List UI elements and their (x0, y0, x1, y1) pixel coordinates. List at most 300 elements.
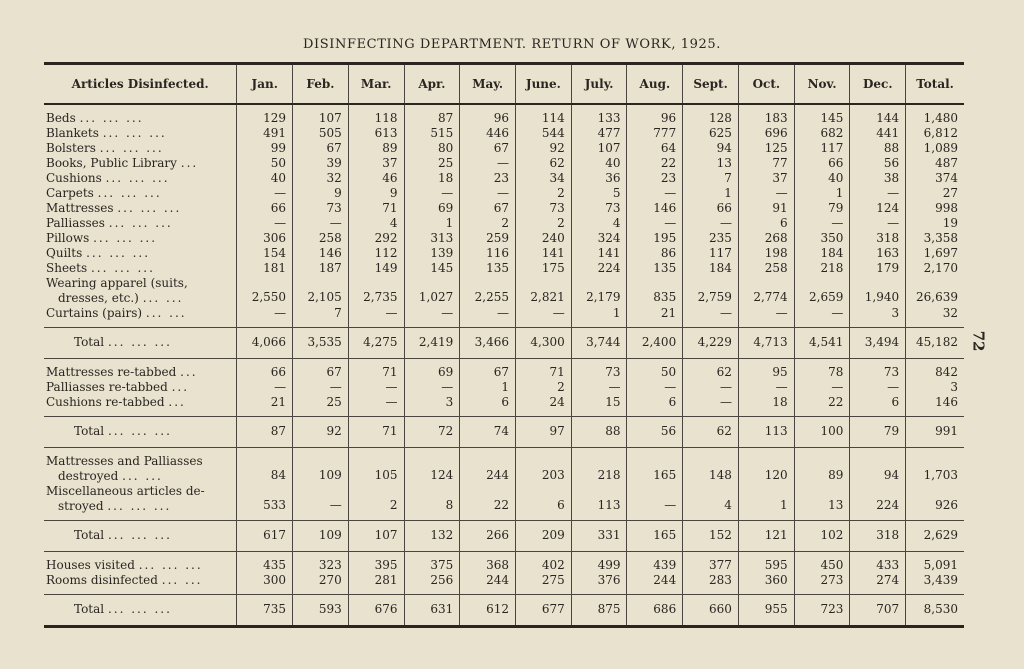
month-value-cell: 148 (683, 454, 739, 484)
table-row (44, 454, 964, 484)
month-value-cell: 102 (794, 520, 850, 551)
month-value-cell: 4,229 (683, 327, 739, 358)
leader-dots: ... ... ... (93, 230, 158, 245)
month-value-cell: 84 (237, 454, 293, 484)
total-label (44, 327, 237, 358)
column-header: May. (460, 64, 516, 104)
month-value-cell: 613 (348, 126, 404, 141)
month-value-cell: 625 (683, 126, 739, 141)
row-label-text: Palliasses re-tabbed (46, 379, 168, 394)
table-row (44, 216, 964, 231)
month-value-cell: — (683, 380, 739, 395)
row-label-continuation: dresses, etc.) (58, 290, 139, 305)
month-value-cell: 533 (237, 484, 293, 514)
row-total-cell: 146 (906, 395, 964, 410)
month-value-cell: 777 (627, 126, 683, 141)
month-value-cell: 97 (516, 416, 572, 447)
leader-dots: ... ... (161, 572, 203, 587)
row-label-text: Quilts (46, 245, 83, 260)
row-label (44, 558, 237, 573)
row-total-cell: 1,697 (906, 246, 964, 261)
month-value-cell: 4,300 (516, 327, 572, 358)
month-value-cell: — (683, 395, 739, 410)
row-total-cell: 998 (906, 201, 964, 216)
column-header: Jan. (237, 64, 293, 104)
month-value-cell: — (293, 484, 349, 514)
month-value-cell: 441 (850, 126, 906, 141)
month-value-cell: 2,821 (516, 276, 572, 306)
month-value-cell: — (404, 380, 460, 395)
month-value-cell: 275 (516, 573, 572, 588)
column-header: June. (516, 64, 572, 104)
month-value-cell: 402 (516, 558, 572, 573)
month-value-cell: 198 (738, 246, 794, 261)
month-value-cell: 735 (237, 594, 293, 626)
month-value-cell: 66 (683, 201, 739, 216)
month-value-cell: 292 (348, 231, 404, 246)
row-label (44, 231, 237, 246)
month-value-cell: 875 (571, 594, 627, 626)
month-value-cell: 146 (293, 246, 349, 261)
row-total-cell: 2,170 (906, 261, 964, 276)
month-value-cell: 50 (237, 156, 293, 171)
row-label-text: Mattresses and Palliasses (46, 453, 203, 468)
month-value-cell: 4 (683, 484, 739, 514)
month-value-cell: 95 (738, 365, 794, 380)
month-value-cell: 24 (516, 395, 572, 410)
row-label (44, 276, 237, 306)
month-value-cell: 1 (683, 186, 739, 201)
month-value-cell: 56 (850, 156, 906, 171)
month-value-cell: 218 (794, 261, 850, 276)
month-value-cell: — (348, 306, 404, 321)
month-value-cell: 2,550 (237, 276, 293, 306)
month-value-cell: 124 (404, 454, 460, 484)
row-label (44, 111, 237, 126)
row-label-text: Pillows (46, 230, 90, 245)
month-value-cell: 835 (627, 276, 683, 306)
month-value-cell: 94 (850, 454, 906, 484)
month-value-cell: 7 (683, 171, 739, 186)
month-value-cell: 79 (794, 201, 850, 216)
month-value-cell: 617 (237, 520, 293, 551)
month-value-cell: 46 (348, 171, 404, 186)
row-label (44, 141, 237, 156)
row-label (44, 484, 237, 514)
row-label-continuation: stroyed (58, 498, 104, 513)
month-value-cell: 38 (850, 171, 906, 186)
row-label-continuation: destroyed (58, 468, 119, 483)
month-value-cell: — (738, 380, 794, 395)
month-value-cell: 244 (460, 454, 516, 484)
table-row (44, 276, 964, 306)
month-value-cell: 144 (850, 111, 906, 126)
row-total-cell: 3 (906, 380, 964, 395)
month-value-cell: 64 (627, 141, 683, 156)
month-value-cell: 135 (460, 261, 516, 276)
leader-dots: ... (168, 394, 186, 409)
month-value-cell: 165 (627, 454, 683, 484)
table-row (44, 231, 964, 246)
month-value-cell: 22 (794, 395, 850, 410)
row-label-text: Total (74, 602, 105, 616)
month-value-cell: 4 (571, 216, 627, 231)
total-label (44, 520, 237, 551)
month-value-cell: 395 (348, 558, 404, 573)
total-label (44, 594, 237, 626)
month-value-cell: 66 (237, 201, 293, 216)
row-label (44, 201, 237, 216)
month-value-cell: 146 (627, 201, 683, 216)
month-value-cell: 91 (738, 201, 794, 216)
month-value-cell: 631 (404, 594, 460, 626)
header-row (44, 64, 964, 104)
month-value-cell: 2 (516, 380, 572, 395)
row-total-cell: 19 (906, 216, 964, 231)
month-value-cell: 375 (404, 558, 460, 573)
month-value-cell: — (237, 380, 293, 395)
month-value-cell: 224 (850, 484, 906, 514)
leader-dots: ... ... ... (90, 260, 155, 275)
month-value-cell: 5 (571, 186, 627, 201)
month-value-cell: 116 (460, 246, 516, 261)
month-value-cell: 273 (794, 573, 850, 588)
month-value-cell: 1,940 (850, 276, 906, 306)
month-value-cell: 73 (850, 365, 906, 380)
month-value-cell: — (738, 306, 794, 321)
total-label (44, 416, 237, 447)
month-value-cell: 331 (571, 520, 627, 551)
month-value-cell: 224 (571, 261, 627, 276)
month-value-cell: 18 (738, 395, 794, 410)
month-value-cell: 266 (460, 520, 516, 551)
row-label (44, 216, 237, 231)
row-label-text: Mattresses (46, 200, 114, 215)
month-value-cell: 499 (571, 558, 627, 573)
month-value-cell: 113 (738, 416, 794, 447)
month-value-cell: 612 (460, 594, 516, 626)
month-value-cell: 593 (293, 594, 349, 626)
row-label (44, 306, 237, 321)
month-value-cell: 3,494 (850, 327, 906, 358)
month-value-cell: 350 (794, 231, 850, 246)
leader-dots: ... (180, 155, 199, 170)
month-value-cell: 62 (516, 156, 572, 171)
month-value-cell: 2,774 (738, 276, 794, 306)
month-value-cell: 179 (850, 261, 906, 276)
month-value-cell: 78 (794, 365, 850, 380)
month-value-cell: 256 (404, 573, 460, 588)
month-value-cell: 696 (738, 126, 794, 141)
row-total-cell: 6,812 (906, 126, 964, 141)
table-row (44, 126, 964, 141)
leader-dots: ... ... ... (99, 140, 164, 155)
month-value-cell: 6 (516, 484, 572, 514)
month-value-cell: 2,179 (571, 276, 627, 306)
month-value-cell: 139 (404, 246, 460, 261)
month-value-cell: 2,105 (293, 276, 349, 306)
month-value-cell: 2,659 (794, 276, 850, 306)
leader-dots: ... ... ... (107, 528, 172, 542)
month-value-cell: 676 (348, 594, 404, 626)
month-value-cell: 2,419 (404, 327, 460, 358)
month-value-cell: 80 (404, 141, 460, 156)
leader-dots: ... (180, 364, 198, 379)
month-value-cell: 96 (627, 111, 683, 126)
row-total-cell: 926 (906, 484, 964, 514)
row-label (44, 365, 237, 380)
month-value-cell: 67 (460, 365, 516, 380)
table-row (44, 141, 964, 156)
month-value-cell: 73 (516, 201, 572, 216)
column-header: Dec. (850, 64, 906, 104)
month-value-cell: 145 (404, 261, 460, 276)
row-total-cell: 2,629 (906, 520, 964, 551)
month-value-cell: 88 (850, 141, 906, 156)
month-value-cell: 50 (627, 365, 683, 380)
row-label (44, 171, 237, 186)
month-value-cell: 133 (571, 111, 627, 126)
month-value-cell: 3 (850, 306, 906, 321)
row-label (44, 126, 237, 141)
month-value-cell: 283 (683, 573, 739, 588)
month-value-cell: 258 (293, 231, 349, 246)
row-label-text: Curtains (pairs) (46, 305, 143, 320)
month-value-cell: — (237, 306, 293, 321)
month-value-cell: 281 (348, 573, 404, 588)
month-value-cell: — (348, 380, 404, 395)
month-value-cell: 73 (293, 201, 349, 216)
month-value-cell: 124 (850, 201, 906, 216)
month-value-cell: 240 (516, 231, 572, 246)
month-value-cell: 114 (516, 111, 572, 126)
table-row (44, 558, 964, 573)
leader-dots: ... ... ... (102, 125, 167, 140)
month-value-cell: 117 (683, 246, 739, 261)
month-value-cell: 3,744 (571, 327, 627, 358)
month-value-cell: 707 (850, 594, 906, 626)
month-value-cell: — (460, 306, 516, 321)
month-value-cell: 184 (794, 246, 850, 261)
month-value-cell: 39 (293, 156, 349, 171)
row-label-text: Total (74, 424, 105, 438)
month-value-cell: 686 (627, 594, 683, 626)
month-value-cell: 79 (850, 416, 906, 447)
month-value-cell: — (571, 380, 627, 395)
month-value-cell: 3,535 (293, 327, 349, 358)
row-label (44, 454, 237, 484)
month-value-cell: 1 (460, 380, 516, 395)
month-value-cell: 121 (738, 520, 794, 551)
month-value-cell: — (683, 306, 739, 321)
month-value-cell: 360 (738, 573, 794, 588)
month-value-cell: 274 (850, 573, 906, 588)
month-value-cell: — (627, 484, 683, 514)
month-value-cell: 184 (683, 261, 739, 276)
month-value-cell: 129 (237, 111, 293, 126)
row-label-text: Houses visited (46, 557, 135, 572)
month-value-cell: 259 (460, 231, 516, 246)
month-value-cell: 4,713 (738, 327, 794, 358)
row-label (44, 395, 237, 410)
month-value-cell: 72 (404, 416, 460, 447)
row-label-text: Bolsters (46, 140, 96, 155)
total-row (44, 594, 964, 626)
month-value-cell: 433 (850, 558, 906, 573)
month-value-cell: 313 (404, 231, 460, 246)
row-label (44, 380, 237, 395)
table-row (44, 171, 964, 186)
month-value-cell: 209 (516, 520, 572, 551)
month-value-cell: 13 (794, 484, 850, 514)
month-value-cell: 40 (794, 171, 850, 186)
month-value-cell: — (293, 380, 349, 395)
month-value-cell: 376 (571, 573, 627, 588)
month-value-cell: 515 (404, 126, 460, 141)
month-value-cell: 99 (237, 141, 293, 156)
leader-dots: ... ... ... (105, 170, 170, 185)
table-row (44, 484, 964, 514)
month-value-cell: 62 (683, 365, 739, 380)
column-header: Total. (906, 64, 964, 104)
total-row (44, 520, 964, 551)
month-value-cell: 324 (571, 231, 627, 246)
month-value-cell: 477 (571, 126, 627, 141)
month-value-cell: 13 (683, 156, 739, 171)
month-value-cell: 187 (293, 261, 349, 276)
month-value-cell: — (404, 186, 460, 201)
row-label (44, 261, 237, 276)
month-value-cell: 100 (794, 416, 850, 447)
month-value-cell: 40 (237, 171, 293, 186)
month-value-cell: 125 (738, 141, 794, 156)
month-value-cell: 89 (348, 141, 404, 156)
month-value-cell: 56 (627, 416, 683, 447)
row-label-text: Blankets (46, 125, 99, 140)
column-header: Apr. (404, 64, 460, 104)
month-value-cell: 145 (794, 111, 850, 126)
month-value-cell: 955 (738, 594, 794, 626)
month-value-cell: 69 (404, 201, 460, 216)
row-total-cell: 3,439 (906, 573, 964, 588)
month-value-cell: 135 (627, 261, 683, 276)
month-value-cell: 128 (683, 111, 739, 126)
month-value-cell: 71 (348, 365, 404, 380)
month-value-cell: 3 (404, 395, 460, 410)
month-value-cell: 4 (348, 216, 404, 231)
month-value-cell: 32 (293, 171, 349, 186)
column-header: Mar. (348, 64, 404, 104)
month-value-cell: — (627, 216, 683, 231)
month-value-cell: 9 (293, 186, 349, 201)
month-value-cell: 25 (293, 395, 349, 410)
leader-dots: ... ... ... (86, 245, 151, 260)
month-value-cell: 6 (738, 216, 794, 231)
month-value-cell: — (738, 186, 794, 201)
month-value-cell: 544 (516, 126, 572, 141)
month-value-cell: 2 (516, 186, 572, 201)
row-total-cell: 991 (906, 416, 964, 447)
month-value-cell: 67 (293, 365, 349, 380)
row-label (44, 573, 237, 588)
month-value-cell: 22 (460, 484, 516, 514)
month-value-cell: — (794, 306, 850, 321)
month-value-cell: 112 (348, 246, 404, 261)
month-value-cell: 23 (627, 171, 683, 186)
row-label-text: Rooms disinfected (46, 572, 158, 587)
month-value-cell: 6 (850, 395, 906, 410)
row-total-cell: 1,703 (906, 454, 964, 484)
row-label-text: Wearing apparel (suits, (46, 275, 188, 290)
month-value-cell: 66 (237, 365, 293, 380)
month-value-cell: 491 (237, 126, 293, 141)
month-value-cell: 677 (516, 594, 572, 626)
row-total-cell: 26,639 (906, 276, 964, 306)
month-value-cell: 67 (293, 141, 349, 156)
month-value-cell: 120 (738, 454, 794, 484)
table-row (44, 380, 964, 395)
month-value-cell: — (627, 186, 683, 201)
month-value-cell: — (850, 186, 906, 201)
month-value-cell: 660 (683, 594, 739, 626)
month-value-cell: 4,066 (237, 327, 293, 358)
month-value-cell: 105 (348, 454, 404, 484)
month-value-cell: 446 (460, 126, 516, 141)
month-value-cell: — (237, 186, 293, 201)
column-header: Oct. (738, 64, 794, 104)
month-value-cell: 107 (571, 141, 627, 156)
month-value-cell: — (460, 156, 516, 171)
month-value-cell: 132 (404, 520, 460, 551)
month-value-cell: — (627, 380, 683, 395)
month-value-cell: — (293, 216, 349, 231)
table-row (44, 573, 964, 588)
month-value-cell: 21 (237, 395, 293, 410)
month-value-cell: — (348, 395, 404, 410)
row-label-text: Palliasses (46, 215, 105, 230)
month-value-cell: 7 (293, 306, 349, 321)
month-value-cell: 109 (293, 454, 349, 484)
leader-dots: ... ... ... (117, 200, 182, 215)
table-row (44, 186, 964, 201)
table-row (44, 246, 964, 261)
row-label-text: Books, Public Library (46, 155, 177, 170)
month-value-cell: 9 (348, 186, 404, 201)
leader-dots: ... ... (122, 468, 163, 483)
month-value-cell: 4,541 (794, 327, 850, 358)
month-value-cell: — (850, 380, 906, 395)
month-value-cell: 107 (348, 520, 404, 551)
month-value-cell: 86 (627, 246, 683, 261)
column-header: Feb. (293, 64, 349, 104)
month-value-cell: 368 (460, 558, 516, 573)
row-label-text: Miscellaneous articles de- (46, 483, 205, 498)
month-value-cell: 435 (237, 558, 293, 573)
table-row (44, 395, 964, 410)
month-value-cell: 18 (404, 171, 460, 186)
leader-dots: ... ... ... (107, 602, 172, 616)
leader-dots: ... ... ... (97, 185, 162, 200)
month-value-cell: 36 (571, 171, 627, 186)
month-value-cell: 22 (627, 156, 683, 171)
row-label-text: Beds (46, 110, 76, 125)
month-value-cell: 71 (516, 365, 572, 380)
month-value-cell: 77 (738, 156, 794, 171)
month-value-cell: 141 (571, 246, 627, 261)
month-value-cell: 4,275 (348, 327, 404, 358)
column-header-label: Articles Disinfected. (44, 64, 237, 104)
leader-dots: ... ... (145, 305, 187, 320)
